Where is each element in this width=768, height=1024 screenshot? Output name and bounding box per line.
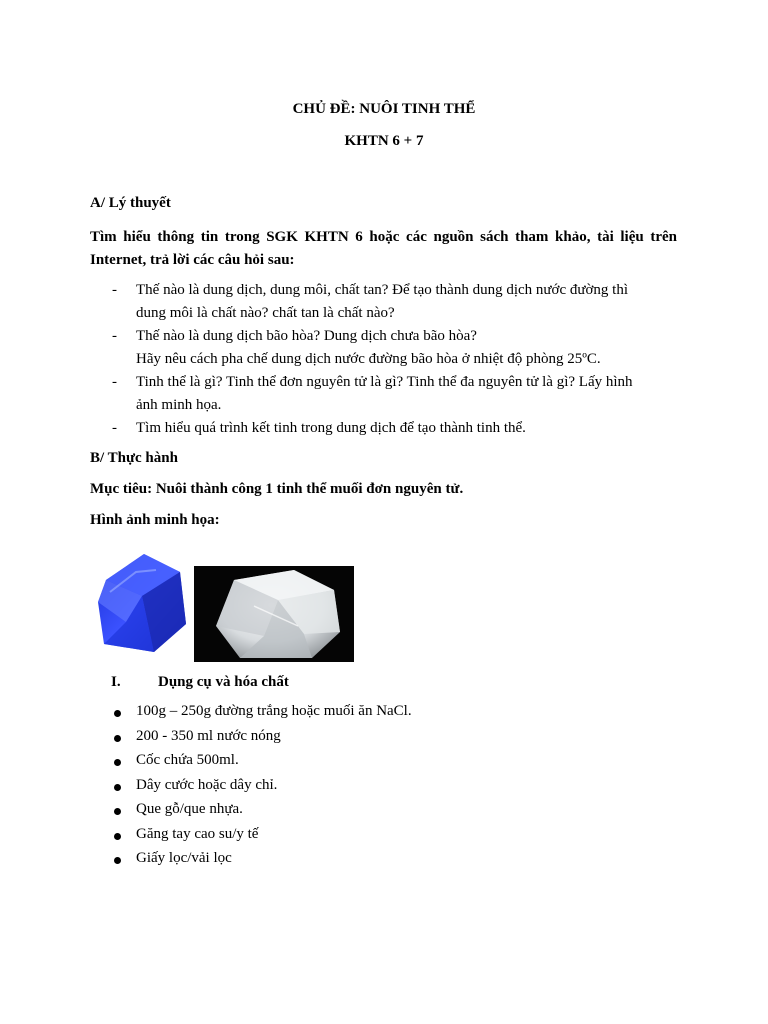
section-a-heading: A/ Lý thuyết [90, 195, 171, 211]
materials-list [112, 703, 412, 875]
question-line: Tìm hiểu quá trình kết tinh trong dung dịch để tạo thành tinh thể. [136, 420, 526, 436]
material-text: Găng tay cao su/y tế [136, 825, 259, 842]
bullet-icon [114, 857, 121, 864]
material-text: Cốc chứa 500ml. [136, 752, 239, 768]
material-text: Que gỗ/que nhựa. [136, 801, 243, 817]
question-line: dung môi là chất nào? chất tan là chất nào? [136, 305, 395, 321]
illustration-label: Hình ảnh minh họa: [90, 512, 220, 528]
bullet-icon [114, 710, 121, 717]
dash-marker: - [112, 374, 117, 390]
bullet-icon [114, 833, 121, 840]
bullet-icon [114, 808, 121, 815]
question-line: ảnh minh họa. [136, 397, 222, 413]
bullet-icon [114, 759, 121, 766]
document-title: CHỦ ĐỀ: NUÔI TINH THỂ [292, 101, 476, 117]
salt-crystal-image [194, 566, 354, 662]
question-line: Tinh thể là gì? Tinh thể đơn nguyên tử là gì? Tinh thể đa nguyên tử là gì? Lấy hình [136, 374, 633, 390]
question-line: Thế nào là dung dịch bão hòa? Dung dịch chưa bão hòa? [136, 328, 477, 344]
document-subtitle: KHTN 6 + 7 [344, 133, 424, 149]
list-item [112, 703, 412, 728]
list-item [112, 752, 412, 777]
question-line: Hãy nêu cách pha chế dung dịch nước đường bão hòa ở nhiệt độ phòng 25ºC. [136, 351, 601, 367]
blue-crystal-image [96, 552, 188, 654]
material-text: 100g – 250g đường trắng hoặc muối ăn NaCl. [136, 703, 412, 719]
list-item [112, 826, 412, 851]
list-item [112, 850, 412, 875]
intro-paragraph: Tìm hiểu thông tin trong SGK KHTN 6 hoặc các nguồn sách tham khảo, tài liệu trên Internet, trả lời các câu hỏi sau: [90, 229, 677, 268]
question-line: Thế nào là dung dịch, dung môi, chất tan? Để tạo thành dung dịch nước đường thì [136, 282, 629, 298]
list-item [112, 279, 682, 325]
section-label: Dụng cụ và hóa chất [158, 674, 289, 690]
material-text: Giấy lọc/vải lọc [136, 850, 232, 866]
section-number: I. [111, 674, 121, 690]
list-item [112, 371, 682, 417]
goal-text: Mục tiêu: Nuôi thành công 1 tinh thể muối đơn nguyên tử. [90, 481, 464, 497]
dash-marker: - [112, 328, 117, 344]
list-item [112, 417, 682, 440]
material-text: Dây cước hoặc dây chỉ. [136, 776, 278, 793]
list-item [112, 801, 412, 826]
list-item [112, 325, 682, 371]
dash-marker: - [112, 282, 117, 298]
dash-marker: - [112, 420, 117, 436]
bullet-icon [114, 784, 121, 791]
material-text: 200 - 350 ml nước nóng [136, 727, 281, 744]
list-item [112, 728, 412, 753]
bullet-icon [114, 735, 121, 742]
question-list [112, 279, 682, 440]
list-item [112, 777, 412, 802]
section-b-heading: B/ Thực hành [90, 450, 178, 466]
